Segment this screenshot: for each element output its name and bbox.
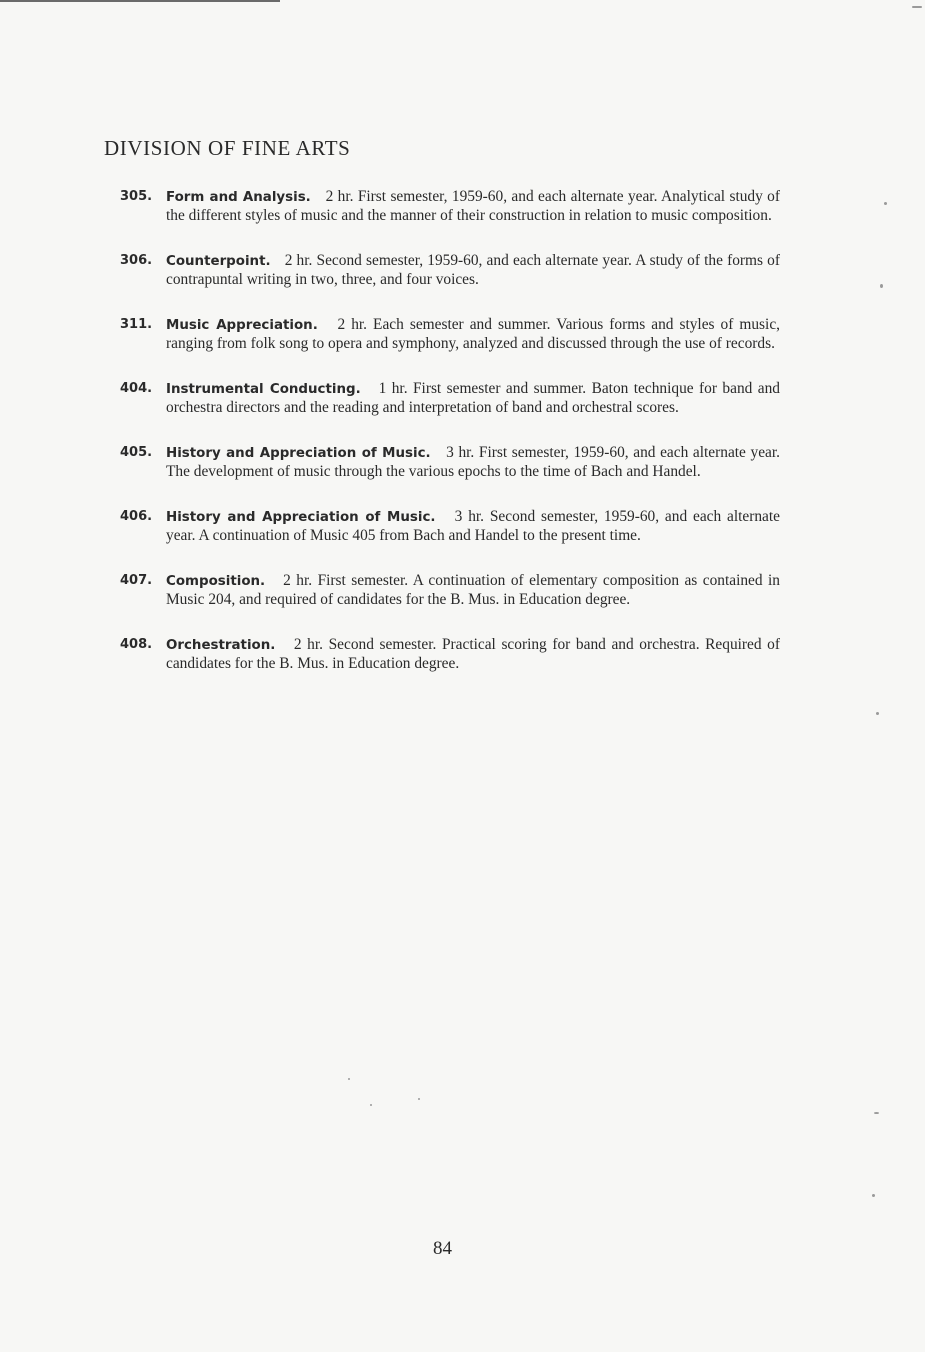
course-title: Orchestration. [166,638,289,653]
course-description: 2 hr. First semester. A continuation of elementary composition as contained in Music 204, and required of candidates for the B. Mus. in Education degree. [166,572,780,608]
course-title: Instrumental Conducting. [166,382,374,397]
course-number: 407. [120,573,153,588]
course-entry [120,508,780,544]
scan-speck [884,202,887,205]
scan-speck [418,1098,420,1100]
course-title: Counterpoint. [166,254,281,269]
page-number: 84 [433,1238,452,1259]
course-description: 2 hr. First semester, 1959-60, and each alternate year. Analytical study of the different styles of music and the manner of their construction in relation to music composition. [166,188,781,224]
course-title: Composition. [166,574,278,589]
course-description: 2 hr. Second semester, 1959-60, and each alternate year. A study of the forms of contrapuntal writing in two, three, and four voices. [166,252,780,288]
course-entry [120,188,780,224]
course-title: Form and Analysis. [166,190,322,205]
course-description: 2 hr. Second semester. Practical scoring for band and orchestra. Required of candidates for the B. Mus. in Education degree. [166,636,781,672]
course-number: 311. [120,317,153,332]
course-entry [120,572,780,608]
page-title: DIVISION OF FINE ARTS [104,136,351,160]
course-number: 404. [120,381,153,396]
course-entry [120,380,780,416]
scan-speck [370,1104,372,1106]
course-entry [120,316,780,352]
course-number: 305. [120,189,153,204]
course-entry [120,252,780,288]
course-description: 2 hr. Each semester and summer. Various forms and styles of music, ranging from folk song to opera and symphony, analyzed and discussed through the use of records. [166,316,781,352]
course-list [120,188,780,700]
scan-speck [874,1112,879,1114]
scan-speck [876,712,879,715]
course-title: History and Appreciation of Music. [166,446,442,461]
course-number: 405. [120,445,153,460]
scan-speck [880,284,883,288]
course-description: 3 hr. First semester, 1959-60, and each alternate year. The development of music through the various epochs to the time of Bach and Handel. [166,444,780,480]
scan-speck [348,1078,350,1080]
scan-speck [872,1194,875,1197]
course-number: 408. [120,637,153,652]
course-title: History and Appreciation of Music. [166,510,449,525]
top-rule [0,0,280,2]
course-number: 306. [120,253,153,268]
course-entry [120,444,780,480]
scan-speck [912,6,922,8]
course-number: 406. [120,509,153,524]
course-title: Music Appreciation. [166,318,332,333]
course-description: 1 hr. First semester and summer. Baton technique for band and orchestra directors and the reading and interpretation of band and orchestral scores. [166,380,780,416]
course-description: 3 hr. Second semester, 1959-60, and each alternate year. A continuation of Music 405 from Bach and Handel to the present time. [166,508,780,544]
course-entry [120,636,780,672]
